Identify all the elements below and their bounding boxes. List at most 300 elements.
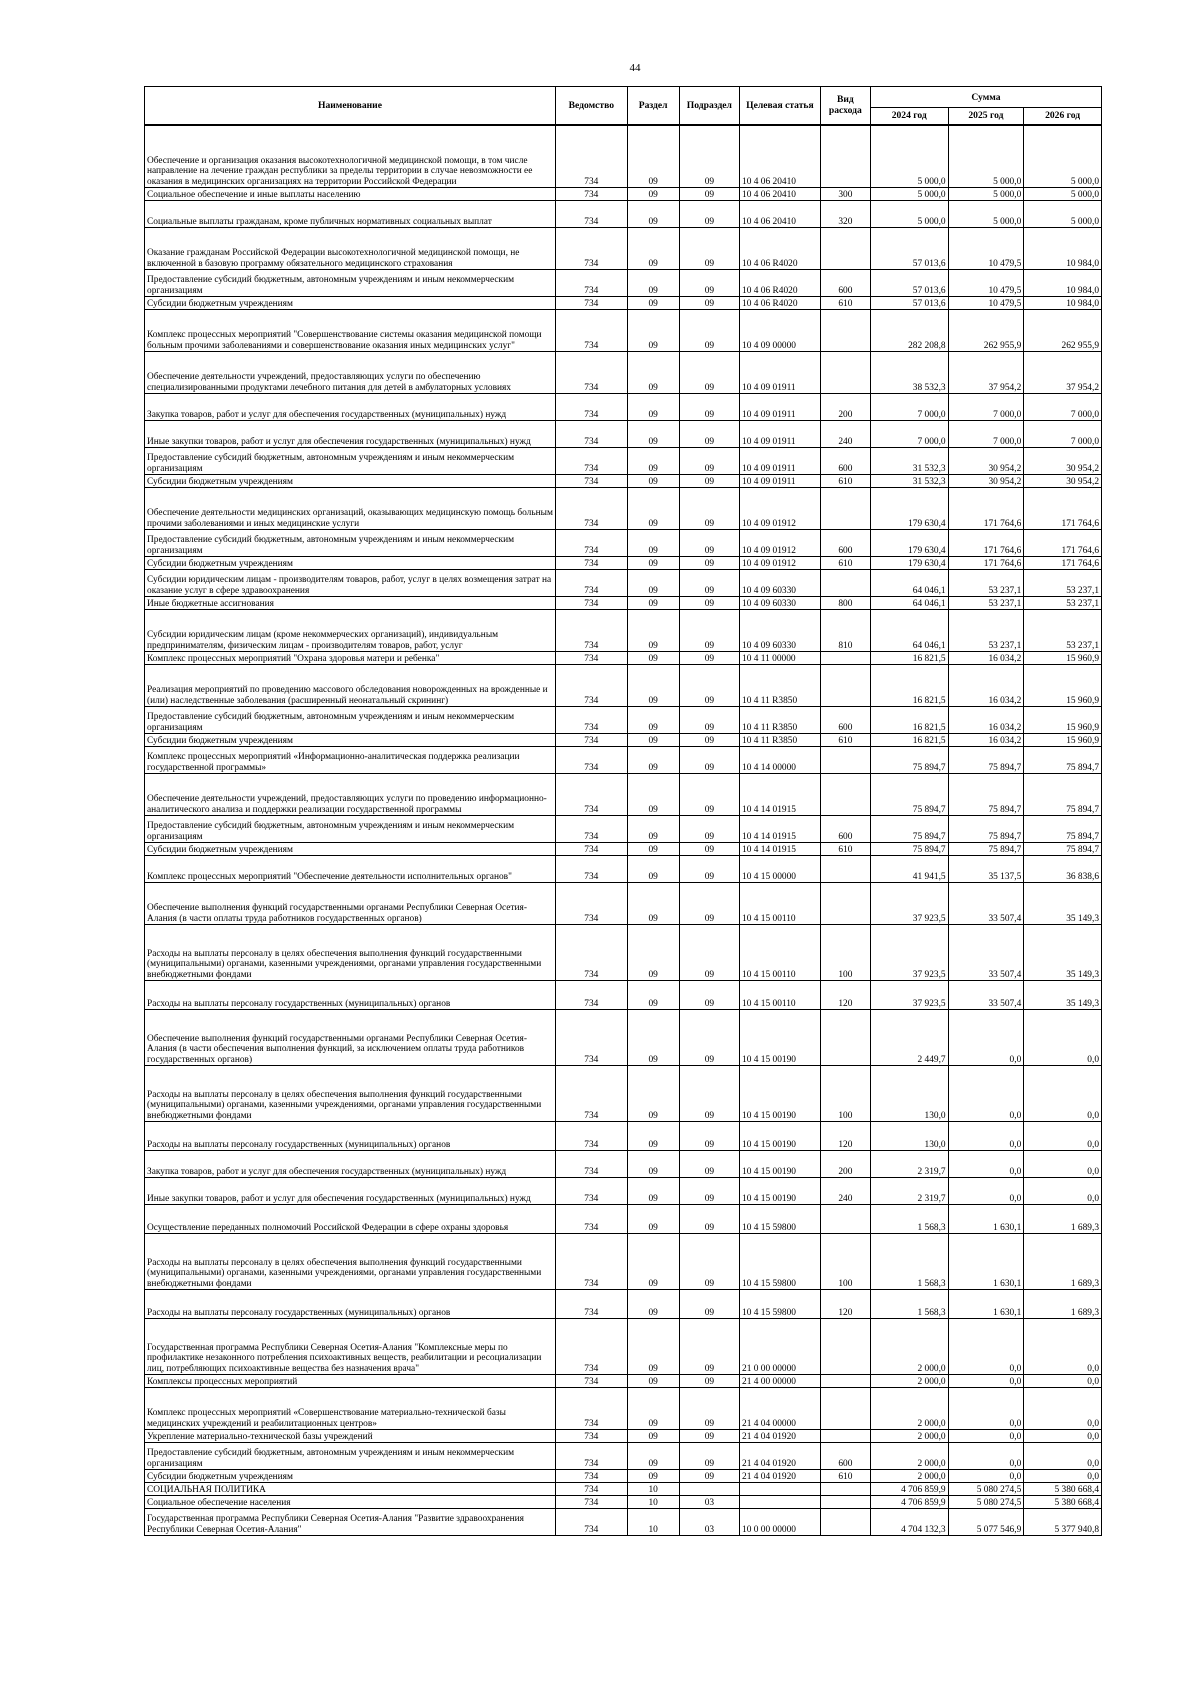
cell-2026: 0,0 [1024, 1319, 1102, 1375]
cell-subsection: 09 [679, 1010, 739, 1066]
cell-target: 10 4 06 R4020 [740, 297, 821, 310]
cell-2024: 5 000,0 [870, 125, 948, 188]
cell-exptype [820, 488, 870, 530]
cell-2025: 75 894,7 [948, 843, 1024, 856]
cell-2025: 5 000,0 [948, 201, 1024, 228]
cell-dept: 734 [556, 530, 628, 557]
table-row [145, 1470, 1102, 1483]
cell-2026: 35 149,3 [1024, 883, 1102, 925]
cell-2025: 5 077 546,9 [948, 1509, 1024, 1536]
cell-section: 09 [627, 843, 679, 856]
cell-name: Субсидии бюджетным учреждениям [145, 297, 556, 310]
cell-target: 10 4 14 00000 [740, 747, 821, 774]
cell-dept: 734 [556, 1205, 628, 1234]
cell-2025: 16 034,2 [948, 707, 1024, 734]
cell-subsection: 09 [679, 1178, 739, 1205]
cell-2025: 7 000,0 [948, 394, 1024, 421]
cell-subsection: 09 [679, 1122, 739, 1151]
cell-2025: 0,0 [948, 1151, 1024, 1178]
cell-name: Закупка товаров, работ и услуг для обеспечения государственных (муниципальных) нужд [145, 1151, 556, 1178]
table-row [145, 421, 1102, 448]
cell-dept: 734 [556, 1122, 628, 1151]
cell-dept: 734 [556, 816, 628, 843]
cell-2024: 5 000,0 [870, 201, 948, 228]
cell-2025: 0,0 [948, 1010, 1024, 1066]
cell-target: 10 4 15 59800 [740, 1234, 821, 1290]
cell-exptype: 120 [820, 1122, 870, 1151]
cell-subsection: 09 [679, 228, 739, 270]
cell-dept: 734 [556, 1388, 628, 1430]
cell-2024: 41 941,5 [870, 856, 948, 883]
cell-target: 10 4 06 R4020 [740, 270, 821, 297]
cell-2026: 36 838,6 [1024, 856, 1102, 883]
cell-2025: 0,0 [948, 1470, 1024, 1483]
cell-name: Расходы на выплаты персоналу государственных (муниципальных) органов [145, 1122, 556, 1151]
cell-subsection: 09 [679, 1430, 739, 1443]
cell-2024: 16 821,5 [870, 707, 948, 734]
cell-subsection: 09 [679, 570, 739, 597]
cell-section: 09 [627, 448, 679, 475]
cell-exptype [820, 310, 870, 352]
table-row [145, 707, 1102, 734]
cell-section: 09 [627, 1205, 679, 1234]
cell-subsection: 09 [679, 421, 739, 448]
cell-2025: 5 000,0 [948, 125, 1024, 188]
cell-2025: 16 034,2 [948, 665, 1024, 707]
cell-exptype: 600 [820, 270, 870, 297]
cell-section: 09 [627, 1319, 679, 1375]
table-row [145, 856, 1102, 883]
cell-subsection: 09 [679, 652, 739, 665]
cell-exptype [820, 228, 870, 270]
cell-2026: 7 000,0 [1024, 421, 1102, 448]
table-row [145, 925, 1102, 981]
cell-2026: 0,0 [1024, 1443, 1102, 1470]
cell-exptype: 610 [820, 475, 870, 488]
cell-target: 10 4 11 R3850 [740, 665, 821, 707]
cell-2024: 4 706 859,9 [870, 1496, 948, 1509]
cell-target: 10 4 15 00190 [740, 1010, 821, 1066]
cell-dept: 734 [556, 1375, 628, 1388]
cell-section: 09 [627, 652, 679, 665]
cell-exptype [820, 1319, 870, 1375]
cell-exptype: 120 [820, 1290, 870, 1319]
cell-2024: 75 894,7 [870, 843, 948, 856]
cell-exptype: 610 [820, 297, 870, 310]
cell-dept: 734 [556, 448, 628, 475]
cell-2024: 1 568,3 [870, 1205, 948, 1234]
cell-2024: 57 013,6 [870, 270, 948, 297]
cell-subsection: 09 [679, 310, 739, 352]
cell-exptype: 600 [820, 530, 870, 557]
cell-subsection: 09 [679, 1388, 739, 1430]
cell-2026: 15 960,9 [1024, 652, 1102, 665]
cell-subsection: 09 [679, 1066, 739, 1122]
cell-section: 09 [627, 1375, 679, 1388]
cell-dept: 734 [556, 597, 628, 610]
cell-dept: 734 [556, 352, 628, 394]
cell-2024: 37 923,5 [870, 981, 948, 1010]
cell-section: 09 [627, 707, 679, 734]
cell-2026: 10 984,0 [1024, 297, 1102, 310]
cell-2024: 38 532,3 [870, 352, 948, 394]
cell-name: Предоставление субсидий бюджетным, автономным учреждениям и иным некоммерческим организациям [145, 707, 556, 734]
cell-2024: 57 013,6 [870, 297, 948, 310]
cell-target: 10 4 06 R4020 [740, 228, 821, 270]
cell-target: 10 4 11 R3850 [740, 734, 821, 747]
cell-name: Предоставление субсидий бюджетным, автономным учреждениям и иным некоммерческим организациям [145, 530, 556, 557]
table-row [145, 652, 1102, 665]
table-row [145, 665, 1102, 707]
cell-2026: 1 689,3 [1024, 1205, 1102, 1234]
cell-name: Иные бюджетные ассигнования [145, 597, 556, 610]
table-row [145, 228, 1102, 270]
cell-2026: 0,0 [1024, 1430, 1102, 1443]
cell-2026: 0,0 [1024, 1122, 1102, 1151]
cell-target: 10 4 09 01911 [740, 448, 821, 475]
cell-dept: 734 [556, 1290, 628, 1319]
cell-subsection: 09 [679, 1470, 739, 1483]
cell-2025: 1 630,1 [948, 1205, 1024, 1234]
cell-2025: 0,0 [948, 1430, 1024, 1443]
cell-name: Предоставление субсидий бюджетным, автономным учреждениям и иным некоммерческим организациям [145, 270, 556, 297]
table-row [145, 125, 1102, 188]
cell-2026: 35 149,3 [1024, 981, 1102, 1010]
cell-subsection: 09 [679, 1205, 739, 1234]
cell-subsection: 09 [679, 734, 739, 747]
cell-dept: 734 [556, 925, 628, 981]
cell-dept: 734 [556, 201, 628, 228]
cell-exptype [820, 570, 870, 597]
cell-section: 09 [627, 1234, 679, 1290]
table-row [145, 981, 1102, 1010]
cell-exptype: 600 [820, 448, 870, 475]
cell-2025: 1 630,1 [948, 1234, 1024, 1290]
cell-2024: 2 319,7 [870, 1151, 948, 1178]
cell-section: 09 [627, 530, 679, 557]
cell-subsection: 09 [679, 201, 739, 228]
cell-target: 10 4 15 00110 [740, 925, 821, 981]
cell-name: Государственная программа Республики Северная Осетия-Алания "Комплексные меры по профилактике незаконного потребления психоактивных веществ, реабилитации и ресоциализации лиц, потребляющих психоактивные вещества без назначения врача" [145, 1319, 556, 1375]
cell-2026: 0,0 [1024, 1375, 1102, 1388]
cell-2026: 171 764,6 [1024, 557, 1102, 570]
cell-exptype [820, 352, 870, 394]
cell-2025: 75 894,7 [948, 774, 1024, 816]
header-2025: 2025 год [948, 108, 1024, 125]
cell-2026: 0,0 [1024, 1470, 1102, 1483]
header-section: Раздел [627, 87, 679, 125]
cell-dept: 734 [556, 707, 628, 734]
cell-dept: 734 [556, 843, 628, 856]
cell-dept: 734 [556, 747, 628, 774]
cell-target: 10 4 14 01915 [740, 816, 821, 843]
cell-name: Субсидии бюджетным учреждениям [145, 1470, 556, 1483]
cell-section: 09 [627, 1290, 679, 1319]
cell-2025: 53 237,1 [948, 570, 1024, 597]
table-row [145, 1151, 1102, 1178]
cell-exptype: 100 [820, 925, 870, 981]
cell-2024: 37 923,5 [870, 925, 948, 981]
cell-2025: 35 137,5 [948, 856, 1024, 883]
cell-dept: 734 [556, 1178, 628, 1205]
cell-2025: 37 954,2 [948, 352, 1024, 394]
cell-2026: 0,0 [1024, 1151, 1102, 1178]
cell-section: 09 [627, 125, 679, 188]
cell-2024: 179 630,4 [870, 557, 948, 570]
cell-2026: 7 000,0 [1024, 394, 1102, 421]
cell-exptype: 610 [820, 843, 870, 856]
table-row [145, 1178, 1102, 1205]
cell-exptype [820, 1509, 870, 1536]
cell-target: 10 4 09 01911 [740, 421, 821, 448]
cell-2026: 30 954,2 [1024, 448, 1102, 475]
cell-section: 09 [627, 1443, 679, 1470]
cell-subsection: 09 [679, 557, 739, 570]
cell-name: Предоставление субсидий бюджетным, автономным учреждениям и иным некоммерческим организациям [145, 816, 556, 843]
cell-subsection: 09 [679, 530, 739, 557]
cell-target: 10 4 09 01911 [740, 475, 821, 488]
cell-name: Закупка товаров, работ и услуг для обеспечения государственных (муниципальных) нужд [145, 394, 556, 421]
cell-2026: 5 377 940,8 [1024, 1509, 1102, 1536]
cell-2025: 5 080 274,5 [948, 1496, 1024, 1509]
cell-2024: 57 013,6 [870, 228, 948, 270]
cell-name: Комплекс процессных мероприятий "Охрана здоровья матери и ребенка" [145, 652, 556, 665]
cell-dept: 734 [556, 1443, 628, 1470]
cell-section: 09 [627, 1388, 679, 1430]
cell-exptype [820, 1430, 870, 1443]
cell-2024: 37 923,5 [870, 883, 948, 925]
cell-name: Иные закупки товаров, работ и услуг для обеспечения государственных (муниципальных) нужд [145, 421, 556, 448]
cell-exptype [820, 1375, 870, 1388]
cell-2025: 33 507,4 [948, 883, 1024, 925]
cell-exptype: 100 [820, 1234, 870, 1290]
cell-2026: 53 237,1 [1024, 610, 1102, 652]
cell-exptype: 100 [820, 1066, 870, 1122]
cell-name: Укрепление материально-технической базы учреждений [145, 1430, 556, 1443]
cell-target: 10 4 06 20410 [740, 201, 821, 228]
cell-target: 10 4 06 20410 [740, 125, 821, 188]
cell-section: 09 [627, 421, 679, 448]
cell-name: Социальное обеспечение населения [145, 1496, 556, 1509]
cell-exptype [820, 856, 870, 883]
cell-dept: 734 [556, 774, 628, 816]
cell-2026: 35 149,3 [1024, 925, 1102, 981]
cell-2025: 262 955,9 [948, 310, 1024, 352]
cell-2024: 5 000,0 [870, 188, 948, 201]
cell-name: Комплекс процессных мероприятий «Информационно-аналитическая поддержка реализации государственной программы» [145, 747, 556, 774]
cell-name: Предоставление субсидий бюджетным, автономным учреждениям и иным некоммерческим организациям [145, 448, 556, 475]
cell-name: Комплекс процессных мероприятий «Совершенствование материально-технической базы медицинских учреждений и реабилитационных центров» [145, 1388, 556, 1430]
cell-2026: 15 960,9 [1024, 665, 1102, 707]
table-row [145, 448, 1102, 475]
cell-dept: 734 [556, 856, 628, 883]
cell-section: 09 [627, 352, 679, 394]
cell-section: 09 [627, 734, 679, 747]
cell-dept: 734 [556, 570, 628, 597]
cell-dept: 734 [556, 270, 628, 297]
cell-name: Осуществление переданных полномочий Российской Федерации в сфере охраны здоровья [145, 1205, 556, 1234]
cell-subsection: 09 [679, 747, 739, 774]
cell-section: 09 [627, 774, 679, 816]
cell-name: Обеспечение деятельности учреждений, предоставляющих услуги по обеспечению специализированными продуктами лечебного питания для детей в амбулаторных условиях [145, 352, 556, 394]
cell-exptype [820, 774, 870, 816]
table-row [145, 1443, 1102, 1470]
cell-target: 10 4 06 20410 [740, 188, 821, 201]
cell-2026: 75 894,7 [1024, 816, 1102, 843]
cell-target: 10 4 11 R3850 [740, 707, 821, 734]
cell-exptype [820, 1483, 870, 1496]
cell-dept: 734 [556, 1509, 628, 1536]
cell-2025: 0,0 [948, 1375, 1024, 1388]
cell-target: 10 4 09 01912 [740, 488, 821, 530]
table-row [145, 270, 1102, 297]
table-row [145, 774, 1102, 816]
cell-2024: 7 000,0 [870, 394, 948, 421]
cell-name: Обеспечение и организация оказания высокотехнологичной медицинской помощи, в том числе направление на лечение граждан республики за пределы территории в случае невозможности ее оказания в медицинских организациях на территории Российской Федерации [145, 125, 556, 188]
header-2026: 2026 год [1024, 108, 1102, 125]
cell-2026: 10 984,0 [1024, 270, 1102, 297]
cell-name: Субсидии бюджетным учреждениям [145, 734, 556, 747]
cell-name: Расходы на выплаты персоналу государственных (муниципальных) органов [145, 1290, 556, 1319]
table-row [145, 1066, 1102, 1122]
cell-2024: 75 894,7 [870, 816, 948, 843]
cell-subsection: 09 [679, 125, 739, 188]
cell-dept: 734 [556, 1496, 628, 1509]
table-row [145, 1234, 1102, 1290]
cell-2025: 0,0 [948, 1443, 1024, 1470]
cell-subsection: 09 [679, 270, 739, 297]
cell-2024: 2 000,0 [870, 1375, 948, 1388]
cell-2026: 15 960,9 [1024, 707, 1102, 734]
cell-2026: 5 000,0 [1024, 188, 1102, 201]
cell-2024: 75 894,7 [870, 774, 948, 816]
cell-subsection: 09 [679, 448, 739, 475]
cell-subsection: 09 [679, 665, 739, 707]
table-row [145, 1205, 1102, 1234]
cell-2026: 15 960,9 [1024, 734, 1102, 747]
cell-exptype [820, 1010, 870, 1066]
cell-dept: 734 [556, 1151, 628, 1178]
cell-dept: 734 [556, 610, 628, 652]
cell-name: Социальное обеспечение и иные выплаты населению [145, 188, 556, 201]
cell-2026: 75 894,7 [1024, 843, 1102, 856]
cell-exptype: 610 [820, 734, 870, 747]
cell-subsection: 09 [679, 707, 739, 734]
cell-name: Комплекс процессных мероприятий "Обеспечение деятельности исполнительных органов" [145, 856, 556, 883]
cell-target: 10 4 15 00000 [740, 856, 821, 883]
cell-2026: 1 689,3 [1024, 1290, 1102, 1319]
cell-2026: 5 000,0 [1024, 125, 1102, 188]
cell-target: 21 4 04 01920 [740, 1443, 821, 1470]
cell-target: 10 4 11 00000 [740, 652, 821, 665]
cell-name: Субсидии бюджетным учреждениям [145, 475, 556, 488]
cell-name: Реализация мероприятий по проведению массового обследования новорожденных на врожденные и (или) наследственные заболевания (расширенный неонатальный скрининг) [145, 665, 556, 707]
cell-section: 09 [627, 1066, 679, 1122]
cell-2026: 75 894,7 [1024, 774, 1102, 816]
cell-dept: 734 [556, 557, 628, 570]
cell-target: 10 4 15 00190 [740, 1122, 821, 1151]
cell-2025: 0,0 [948, 1066, 1024, 1122]
cell-section: 09 [627, 816, 679, 843]
cell-section: 09 [627, 981, 679, 1010]
cell-target: 10 4 09 01911 [740, 352, 821, 394]
cell-exptype: 600 [820, 707, 870, 734]
cell-2024: 1 568,3 [870, 1234, 948, 1290]
cell-name: Иные закупки товаров, работ и услуг для обеспечения государственных (муниципальных) нужд [145, 1178, 556, 1205]
cell-name: Субсидии бюджетным учреждениям [145, 557, 556, 570]
cell-2026: 0,0 [1024, 1010, 1102, 1066]
table-header [145, 87, 1102, 125]
cell-target: 10 4 09 01912 [740, 530, 821, 557]
cell-dept: 734 [556, 394, 628, 421]
cell-section: 09 [627, 297, 679, 310]
cell-2026: 5 000,0 [1024, 201, 1102, 228]
cell-2024: 2 000,0 [870, 1430, 948, 1443]
cell-section: 09 [627, 856, 679, 883]
cell-subsection: 09 [679, 475, 739, 488]
cell-dept: 734 [556, 652, 628, 665]
cell-section: 09 [627, 394, 679, 421]
cell-2025: 1 630,1 [948, 1290, 1024, 1319]
cell-2025: 30 954,2 [948, 448, 1024, 475]
cell-exptype: 300 [820, 188, 870, 201]
cell-section: 09 [627, 665, 679, 707]
cell-2024: 282 208,8 [870, 310, 948, 352]
cell-2025: 0,0 [948, 1388, 1024, 1430]
cell-section: 09 [627, 557, 679, 570]
table-row [145, 610, 1102, 652]
cell-section: 09 [627, 570, 679, 597]
cell-subsection: 09 [679, 816, 739, 843]
cell-section: 09 [627, 188, 679, 201]
cell-dept: 734 [556, 1483, 628, 1496]
cell-exptype [820, 652, 870, 665]
cell-subsection: 09 [679, 297, 739, 310]
cell-subsection: 09 [679, 856, 739, 883]
cell-name: Расходы на выплаты персоналу государственных (муниципальных) органов [145, 981, 556, 1010]
cell-2024: 4 704 132,3 [870, 1509, 948, 1536]
cell-section: 09 [627, 747, 679, 774]
cell-2026: 1 689,3 [1024, 1234, 1102, 1290]
table-body [145, 125, 1102, 1536]
cell-2025: 75 894,7 [948, 816, 1024, 843]
table-row [145, 816, 1102, 843]
table-row [145, 1319, 1102, 1375]
cell-2026: 262 955,9 [1024, 310, 1102, 352]
cell-target: 10 4 15 00110 [740, 981, 821, 1010]
cell-name: Комплексы процессных мероприятий [145, 1375, 556, 1388]
cell-2026: 10 984,0 [1024, 228, 1102, 270]
cell-2024: 75 894,7 [870, 747, 948, 774]
cell-2024: 2 449,7 [870, 1010, 948, 1066]
cell-target: 10 4 09 00000 [740, 310, 821, 352]
cell-name: Субсидии юридическим лицам - производителям товаров, работ, услуг в целях возмещения затрат на оказание услуг в сфере здравоохранения [145, 570, 556, 597]
cell-exptype: 800 [820, 597, 870, 610]
cell-exptype: 200 [820, 1151, 870, 1178]
cell-name: Социальные выплаты гражданам, кроме публичных нормативных социальных выплат [145, 201, 556, 228]
cell-2026: 37 954,2 [1024, 352, 1102, 394]
cell-section: 09 [627, 883, 679, 925]
table-row [145, 201, 1102, 228]
cell-2025: 5 000,0 [948, 188, 1024, 201]
cell-2025: 53 237,1 [948, 610, 1024, 652]
cell-subsection: 09 [679, 843, 739, 856]
cell-name: Оказание гражданам Российской Федерации высокотехнологичной медицинской помощи, не включенной в базовую программу обязательного медицинского страхования [145, 228, 556, 270]
cell-subsection [679, 1483, 739, 1496]
cell-subsection: 09 [679, 488, 739, 530]
cell-target: 21 4 04 00000 [740, 1388, 821, 1430]
cell-dept: 734 [556, 1430, 628, 1443]
